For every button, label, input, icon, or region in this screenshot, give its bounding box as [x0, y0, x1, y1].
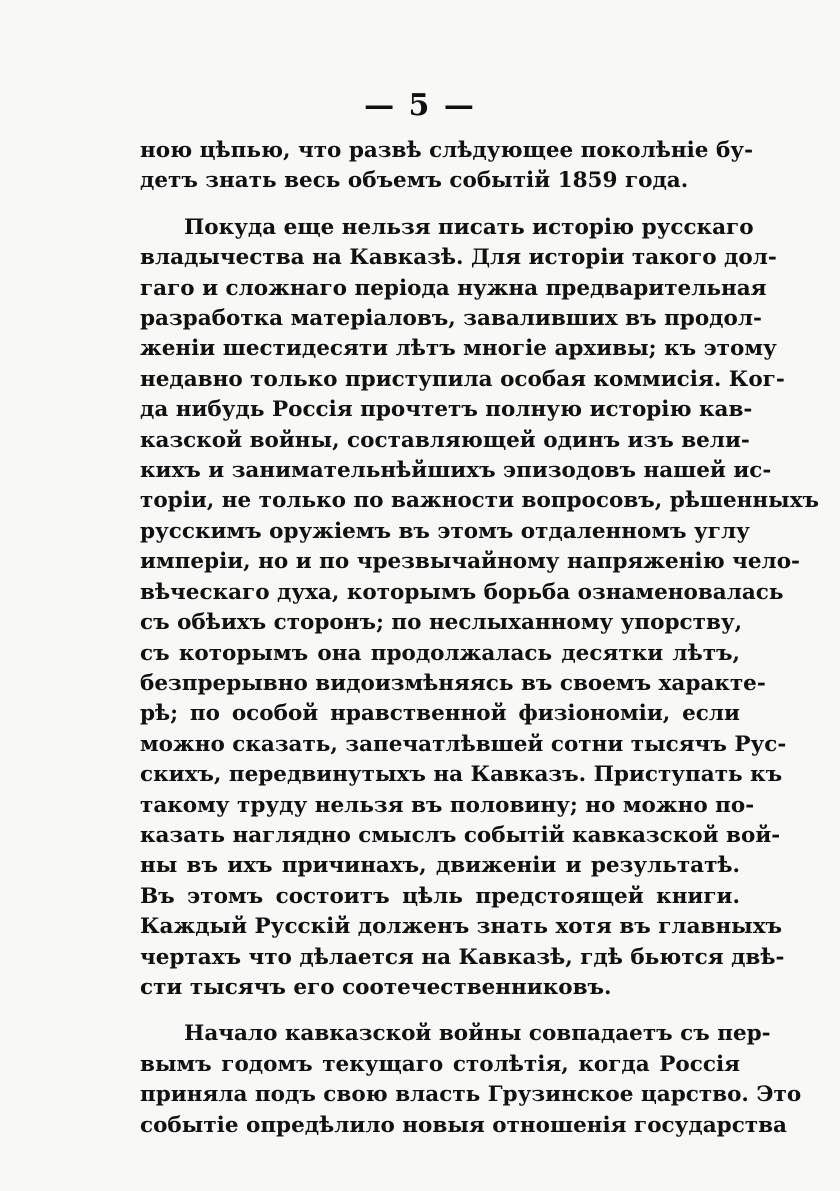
text-line: сти тысячъ его соотечественниковъ.: [140, 974, 612, 1000]
text-line: событіе опредѣлило новыя отношенія государства: [140, 1112, 787, 1138]
paragraph-3: [140, 1019, 802, 1141]
text-line: скихъ, передвинутыхъ на Кавказъ. Приступать къ: [140, 762, 783, 788]
page-number: — 5 —: [364, 88, 476, 123]
text-line: имперіи, но и по чрезвычайному напряженію чело-: [140, 549, 800, 575]
text-line: казать наглядно смыслъ событій кавказской вой-: [140, 822, 781, 848]
text-line: ною цѣпью, что развѣ слѣдующее поколѣніе бу-: [140, 138, 753, 163]
paragraph-gap: [140, 197, 740, 213]
text-line: вѣческаго духа, которымъ борьба ознаменовалась: [140, 579, 784, 605]
text-line: Въ этомъ состоитъ цѣль предстоящей книги.: [140, 883, 740, 909]
text-line: чертахъ что дѣлается на Кавказѣ, гдѣ бьются двѣ-: [140, 944, 785, 970]
text-line: кихъ и занимательнѣйшихъ эпизодовъ нашей ис-: [140, 458, 772, 484]
text-line: съ которымъ она продолжалась десятки лѣтъ,: [140, 640, 740, 666]
paragraph-2: [140, 213, 820, 1004]
text-line: детъ знать весь объемъ событій 1859 года.: [140, 168, 689, 194]
text-line: русскимъ оружіемъ въ этомъ отдаленномъ углу: [140, 518, 750, 544]
text-line: казской войны, составляющей одинъ изъ вели-: [140, 427, 750, 453]
text-line: безпрерывно видоизмѣняясь въ своемъ характе-: [140, 670, 766, 696]
text-line: ны въ ихъ причинахъ, движеніи и результатѣ.: [140, 853, 740, 879]
text-line: недавно только приступила особая коммисія. Ког-: [140, 366, 785, 392]
body-text: [140, 136, 820, 1141]
text-line: Каждый Русскій долженъ знать хотя въ главныхъ: [140, 914, 783, 940]
text-line: владычества на Кавказѣ. Для исторіи такого дол-: [140, 245, 777, 271]
text-line: женіи шестидесяти лѣтъ многіе архивы; къ этому: [140, 336, 777, 362]
text-line: приняла подъ свою власть Грузинское царство. Это: [140, 1082, 802, 1108]
text-line: такому труду нельзя въ половину; но можно по-: [140, 792, 755, 818]
text-line: можно сказать, запечатлѣвшей сотни тысячъ Рус-: [140, 731, 787, 757]
paragraph-gap: [140, 1003, 740, 1019]
text-line: Покуда еще нельзя писать исторію русскаго: [184, 214, 754, 240]
text-line: вымъ годомъ текущаго столѣтія, когда Россія: [140, 1051, 740, 1077]
text-line: гаго и сложнаго періода нужна предварительная: [140, 275, 767, 301]
text-line: съ обѣихъ сторонъ; по неслыханному упорству,: [140, 610, 743, 636]
text-line: торіи, не только по важности вопросовъ, рѣшенныхъ: [140, 488, 820, 514]
text-line: да нибудь Россія прочтетъ полную исторію кав-: [140, 397, 753, 423]
text-line: Начало кавказской войны совпадаетъ съ пер-: [184, 1021, 771, 1047]
text-line: разработка матеріаловъ, заваливших въ продол-: [140, 306, 762, 332]
paragraph-1: [140, 136, 753, 197]
text-line: рѣ; по особой нравственной физіономіи, если: [140, 701, 740, 727]
